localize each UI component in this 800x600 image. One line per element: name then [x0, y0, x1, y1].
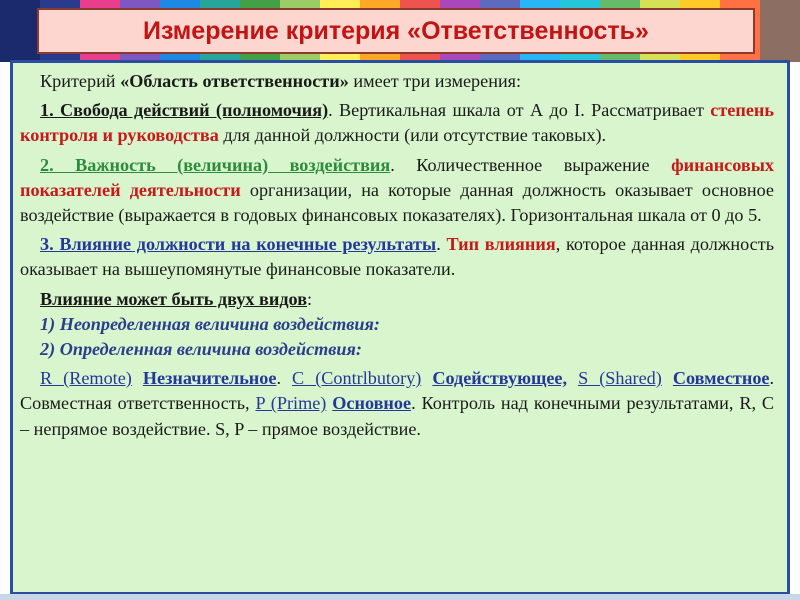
bottom-strip — [0, 594, 800, 600]
types-middle-text: . Совместная ответственность, — [20, 368, 775, 414]
item-3-paragraph — [20, 232, 774, 282]
kinds-heading-paragraph — [20, 287, 774, 312]
intro-text: Критерий — [40, 71, 121, 91]
page-title: Измерение критерия «Ответственность» — [143, 16, 649, 45]
kinds-heading: Влияние может быть двух видов — [40, 288, 308, 309]
type-r-code: R (Remote) — [40, 368, 132, 389]
types-paragraph: R (Remote) Незначительное. C (Contrlbutory) Содействующее, S (Shared) Совместное. Совместная ответственность, P (Prime) Основное. Контроль над конечными результатами, R, C – непрямое воздействие. S, P – прямое воздействие. — [20, 368, 775, 439]
item-3-highlight: Тип влияния — [446, 234, 556, 255]
kinds-colon: : — [307, 288, 313, 309]
types-tail-text: . Контроль над конечными результатами, R, C – непрямое воздействие. S, P – прямое воздействие. — [20, 393, 775, 439]
intro-criterion: «Область ответственности» — [120, 71, 349, 91]
item-1-text-end: для данной должности (или отсутствие таковых). — [218, 125, 607, 146]
item-2-text-end: организации, на которые данная должность оказывает основное воздействие (выражается в годовых финансовых показателях). Горизонтальная шкала от 0 до 5. — [20, 179, 774, 226]
type-p-word: Основное — [332, 393, 412, 414]
item-1-heading: 1. Свобода действий (полномочия) — [40, 100, 329, 121]
type-s-word: Совместное — [672, 368, 770, 389]
item-2-heading: 2. Важность (величина) воздействия — [40, 154, 391, 175]
color-stripe — [760, 0, 800, 62]
kind-1: 1) Неопределенная величина воздействия: — [40, 313, 380, 334]
content-panel — [10, 60, 790, 595]
item-1-text: . Вертикальная шкала от А до I. Рассматривает — [328, 100, 711, 121]
item-2-text: . Количественное выражение — [390, 154, 672, 175]
intro-paragraph — [20, 69, 774, 94]
item-2-highlight: финансовых показателей деятельности — [20, 154, 775, 200]
intro-text-end: имеет три измерения: — [348, 71, 522, 91]
item-2-paragraph — [20, 153, 774, 229]
item-3-heading: 3. Влияние должности на конечные результаты — [40, 234, 437, 255]
type-c-word: Содействующее, — [432, 368, 568, 389]
type-p-code: P (Prime) — [255, 393, 327, 414]
kind-2: 2) Определенная величина воздействия: — [40, 339, 362, 360]
item-1-paragraph — [20, 98, 774, 148]
title-banner — [37, 8, 755, 54]
type-s-code: S (Shared) — [578, 368, 662, 389]
item-3-text: . — [436, 234, 447, 255]
item-1-highlight: степень контроля и руководства — [20, 100, 774, 146]
item-3-text-end: , которое данная должность оказывает на вышеупомянутые финансовые показатели. — [20, 234, 774, 280]
color-stripe — [0, 0, 40, 62]
type-r-word: Незначительное — [142, 368, 277, 389]
type-c-code: C (Contrlbutory) — [292, 368, 422, 389]
